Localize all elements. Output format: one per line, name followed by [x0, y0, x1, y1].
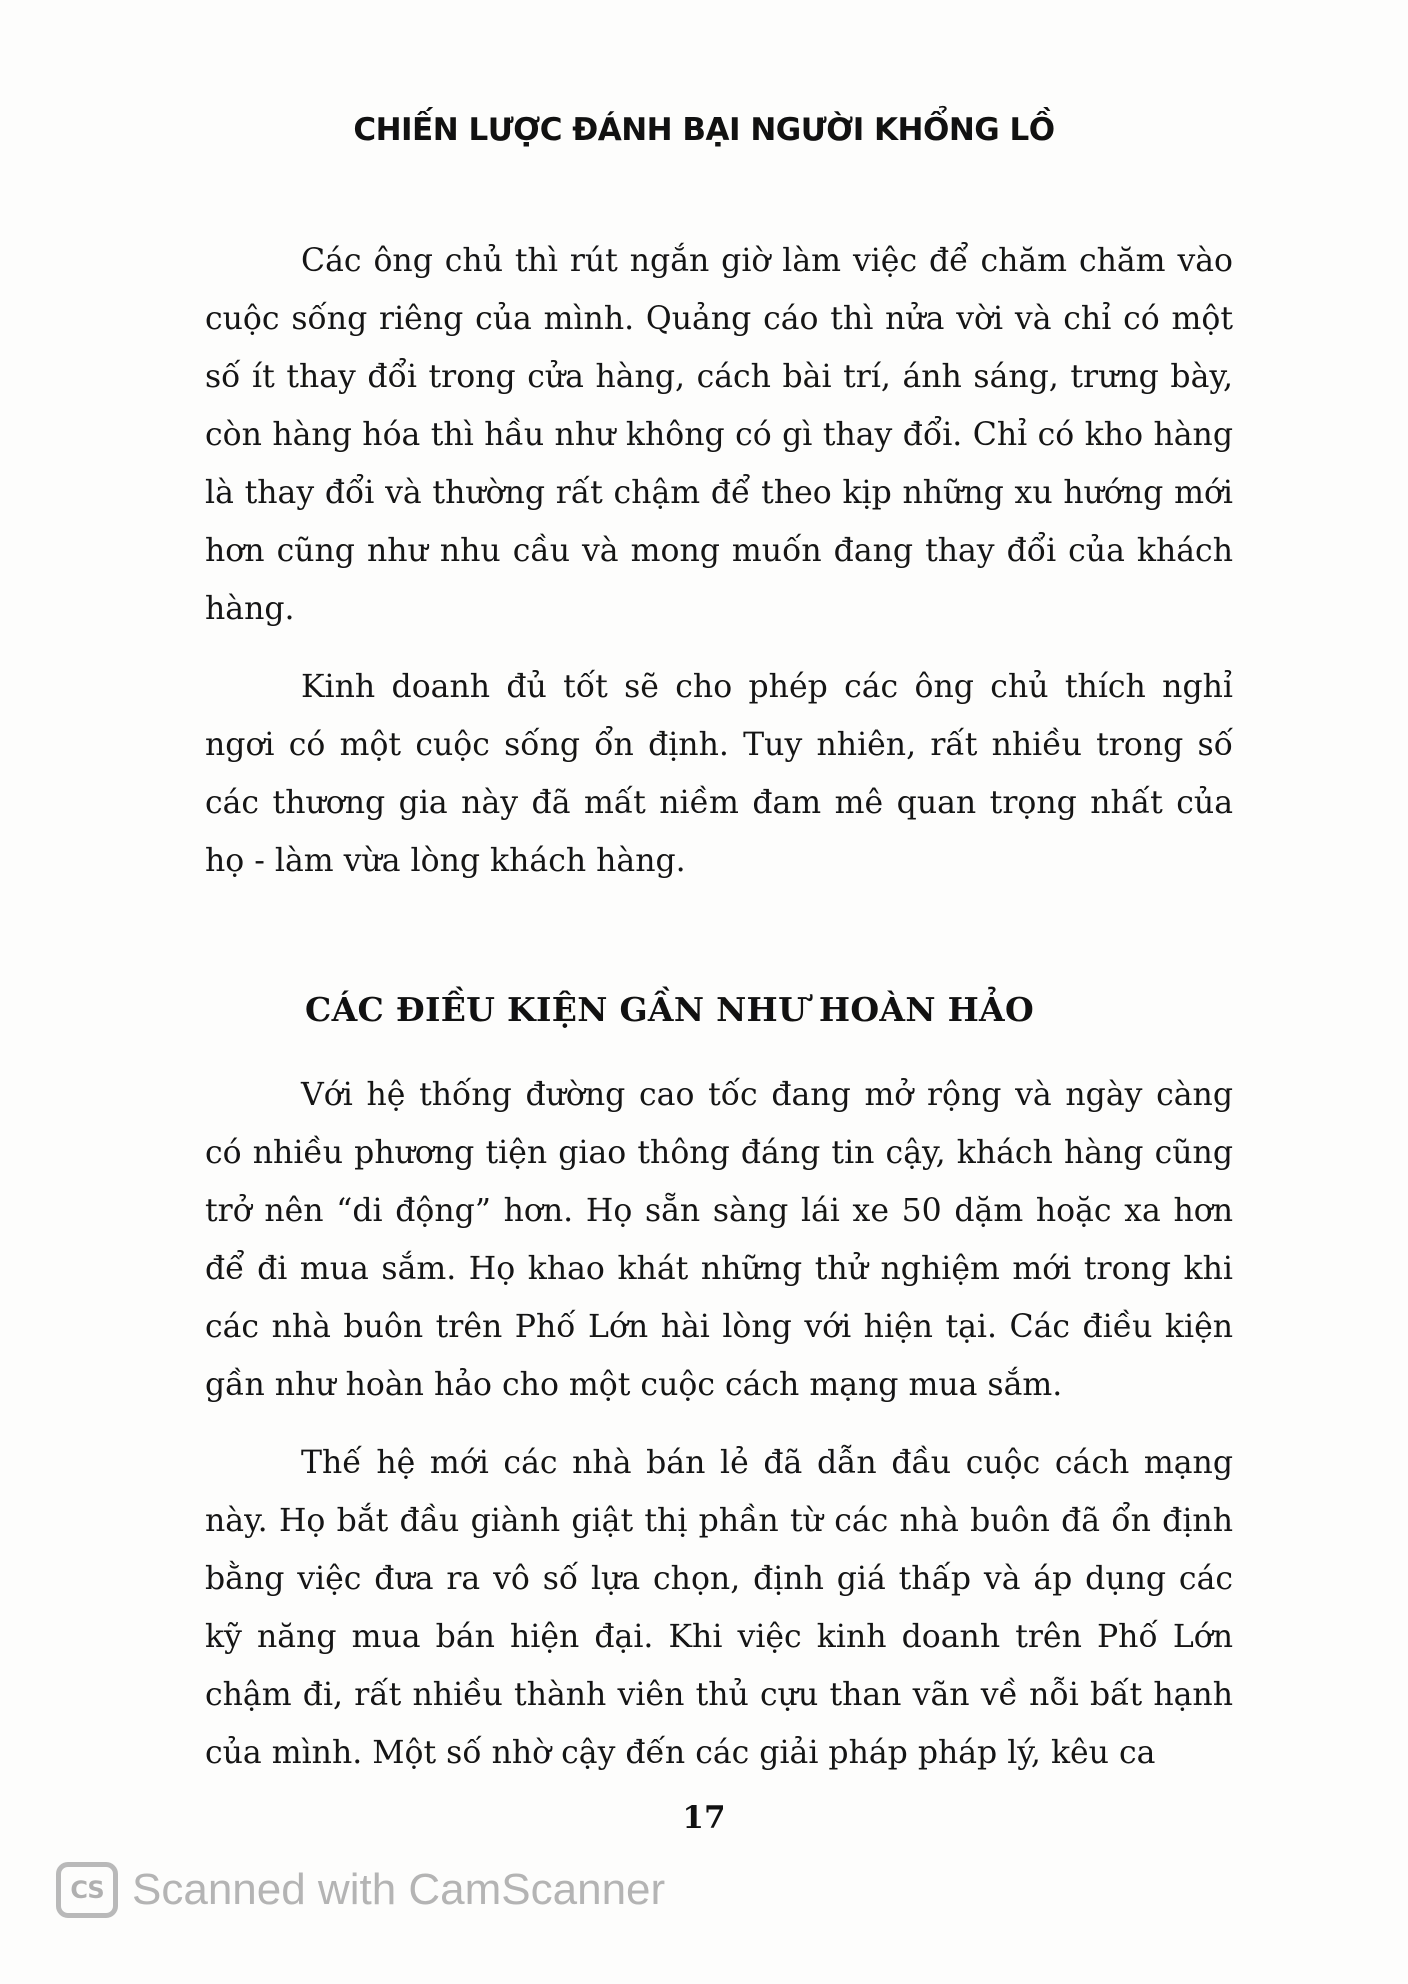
- section-heading: CÁC ĐIỀU KIỆN GẦN NHƯ HOÀN HẢO: [305, 990, 1035, 1029]
- page-number: 17: [682, 1800, 726, 1836]
- paragraph: Kinh doanh đủ tốt sẽ cho phép các ông chủ thích nghỉ ngơi có một cuộc sống ổn định. Tuy nhiên, rất nhiều trong số các thương gia này đã mất niềm đam mê quan trọng nhất của họ - làm vừa lòng khách hàng.: [205, 669, 1233, 879]
- section-1-body: [205, 232, 1233, 890]
- paragraph: Thế hệ mới các nhà bán lẻ đã dẫn đầu cuộc cách mạng này. Họ bắt đầu giành giật thị phần từ các nhà buôn đã ổn định bằng việc đưa ra vô số lựa chọn, định giá thấp và áp dụng các kỹ năng mua bán hiện đại. Khi việc kinh doanh trên Phố Lớn chậm đi, rất nhiều thành viên thủ cựu than vãn về nỗi bất hạnh của mình. Một số nhờ cậy đến các giải pháp pháp lý, kêu ca: [205, 1445, 1233, 1771]
- camscanner-watermark: [56, 1862, 665, 1918]
- watermark-text: Scanned with CamScanner: [132, 1865, 666, 1914]
- section-2-body: [205, 1066, 1233, 1782]
- camscanner-logo-icon: CS: [56, 1862, 118, 1918]
- running-header: CHIẾN LƯỢC ĐÁNH BẠI NGƯỜI KHỔNG LỒ: [353, 112, 1055, 148]
- paragraph: Các ông chủ thì rút ngắn giờ làm việc để chăm chăm vào cuộc sống riêng của mình. Quảng cáo thì nửa vời và chỉ có một số ít thay đổi trong cửa hàng, cách bài trí, ánh sáng, trưng bày, còn hàng hóa thì hầu như không có gì thay đổi. Chỉ có kho hàng là thay đổi và thường rất chậm để theo kịp những xu hướng mới hơn cũng như nhu cầu và mong muốn đang thay đổi của khách hàng.: [205, 243, 1233, 627]
- paragraph: Với hệ thống đường cao tốc đang mở rộng và ngày càng có nhiều phương tiện giao thông đáng tin cậy, khách hàng cũng trở nên “di động” hơn. Họ sẵn sàng lái xe 50 dặm hoặc xa hơn để đi mua sắm. Họ khao khát những thử nghiệm mới trong khi các nhà buôn trên Phố Lớn hài lòng với hiện tại. Các điều kiện gần như hoàn hảo cho một cuộc cách mạng mua sắm.: [205, 1077, 1233, 1403]
